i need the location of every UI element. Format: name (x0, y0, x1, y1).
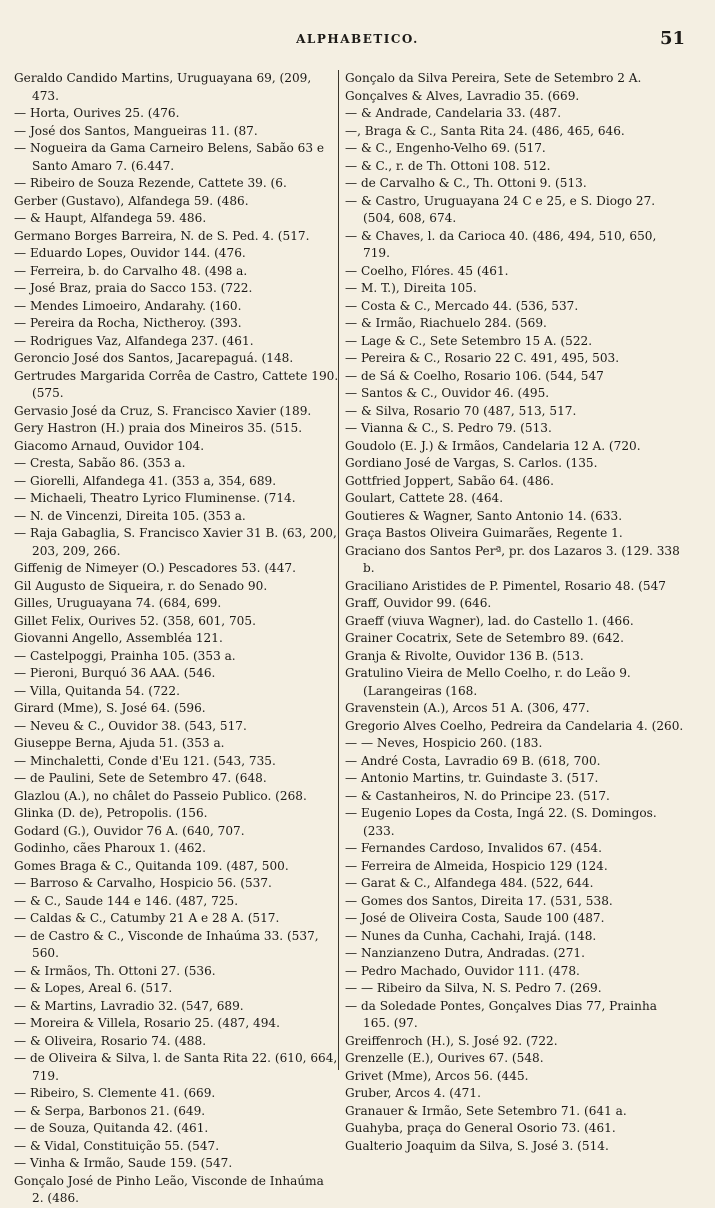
directory-entry: Gomes Braga & C., Quitanda 109. (487, 500. (14, 858, 289, 873)
directory-entry: Germano Borges Barreira, N. de S. Ped. 4. (517. (14, 228, 310, 243)
directory-entry: — & Castanheiros, N. do Principe 23. (517. (345, 788, 610, 803)
directory-entry: — & Serpa, Barbonos 21. (649. (14, 1103, 206, 1118)
directory-entry: — & Lopes, Areal 6. (517. (14, 981, 173, 995)
directory-entry: Gregorio Alves Coelho, Pedreira da Candelaria 4. (260. (345, 718, 684, 733)
directory-entry: Gervasio José da Cruz, S. Francisco Xavier (189. (14, 403, 312, 418)
directory-entry: Graeff (viuva Wagner), lad. do Castello 1. (466. (345, 613, 634, 628)
directory-entry: Granja & Rivolte, Ouvidor 136 B. (513. (345, 648, 584, 663)
directory-entry: Godinho, cães Pharoux 1. (462. (14, 841, 206, 855)
directory-entry: — Rodrigues Vaz, Alfandega 237. (461. (14, 333, 254, 348)
directory-entry: — Moreira & Villela, Rosario 25. (487, 494. (14, 1016, 280, 1030)
directory-entry: — Ribeiro, S. Clemente 41. (669. (14, 1086, 216, 1100)
directory-entry: Gualterio Joaquim da Silva, S. José 3. (514. (345, 1138, 609, 1153)
directory-entry: — Lage & C., Sete Setembro 15 A. (522. (345, 333, 593, 348)
directory-entry: Gottfried Joppert, Sabão 64. (486. (345, 473, 554, 488)
directory-entry: Gilles, Uruguayana 74. (684, 699. (14, 596, 222, 610)
directory-entry: — & Vidal, Constituição 55. (547. (14, 1138, 220, 1153)
directory-entry: Guahyba, praça do General Osorio 73. (461. (345, 1121, 616, 1135)
directory-entry: Grivet (Mme), Arcos 56. (445. (345, 1068, 529, 1083)
directory-entry: Geroncio José dos Santos, Jacarepaguá. (148. (14, 351, 294, 365)
directory-entry: — Costa & C., Mercado 44. (536, 537. (345, 298, 579, 313)
left-column (14, 70, 339, 1205)
directory-entry: — & Irmão, Riachuelo 284. (569. (345, 316, 547, 330)
directory-entry: — Vinha & Irmão, Saude 159. (547. (14, 1156, 233, 1170)
directory-entry: — Mendes Limoeiro, Andarahy. (160. (14, 298, 242, 313)
directory-entry: Gery Hastron (H.) praia dos Mineiros 35. (515. (14, 421, 303, 435)
directory-entry: — Pereira da Rocha, Nictheroy. (393. (14, 316, 242, 330)
directory-entry: — & Martins, Lavradio 32. (547, 689. (14, 998, 244, 1013)
directory-entry: Grainer Cocatrix, Sete de Setembro 89. (642. (345, 631, 624, 645)
directory-entry: Glinka (D. de), Petropolis. (156. (14, 806, 208, 820)
directory-entry: Graça Bastos Oliveira Guimarães, Regente 1. (345, 526, 623, 540)
directory-entry: — Antonio Martins, tr. Guindaste 3. (517. (345, 771, 599, 785)
directory-entry: Goulart, Cattete 28. (464. (345, 491, 504, 505)
directory-entry: — Villa, Quitanda 54. (722. (14, 683, 180, 698)
directory-entry: Goudolo (E. J.) & Irmãos, Candelaria 12 A. (720. (345, 438, 641, 453)
right-column (345, 70, 685, 1153)
directory-entry: — & Haupt, Alfandega 59. 486. (14, 211, 207, 225)
directory-entry: Gonçalves & Alves, Lavradio 35. (669. (345, 88, 580, 103)
directory-entry: — Santos & C., Ouvidor 46. (495. (345, 386, 550, 400)
directory-entry: — de Carvalho & C., Th. Ottoni 9. (513. (345, 176, 587, 190)
directory-entry: Gratulino Vieira de Mello Coelho, r. do Leão 9. (Larangeiras (168. (345, 666, 631, 698)
directory-entry: Gordiano José de Vargas, S. Carlos. (135. (345, 456, 598, 470)
directory-entry: Graciano dos Santos Perª, pr. dos Lazaros 3. (129. 338 b. (345, 543, 680, 575)
directory-entry: — & Irmãos, Th. Ottoni 27. (536. (14, 963, 216, 978)
page-number: 51 (659, 28, 685, 49)
directory-entry: — Fernandes Cardoso, Invalidos 67. (454. (345, 841, 602, 855)
directory-entry: — de Sá & Coelho, Rosario 106. (544, 547 (345, 368, 604, 383)
directory-entry: — José dos Santos, Mangueiras 11. (87. (14, 123, 258, 138)
directory-entry: — & C., Engenho-Velho 69. (517. (345, 141, 546, 155)
directory-entry: — Neveu & C., Ouvidor 38. (543, 517. (14, 718, 247, 733)
page-header (0, 28, 715, 54)
directory-entry: — Nanzianzeno Dutra, Andradas. (271. (345, 946, 585, 960)
directory-entry: Giovanni Angello, Assembléa 121. (14, 631, 223, 645)
directory-entry: Geraldo Candido Martins, Uruguayana 69, (209, 473. (14, 71, 312, 103)
directory-entry: Grenzelle (E.), Ourives 67. (548. (345, 1051, 544, 1065)
directory-entry: Girard (Mme), S. José 64. (596. (14, 701, 206, 715)
directory-entry: —, Braga & C., Santa Rita 24. (486, 465, 646. (345, 123, 625, 138)
directory-entry: — Eduardo Lopes, Ouvidor 144. (476. (14, 246, 246, 260)
directory-entry: Gruber, Arcos 4. (471. (345, 1086, 481, 1100)
directory-entry: — Castelpoggi, Prainha 105. (353 a. (14, 648, 236, 663)
directory-entry: Gonçalo José de Pinho Leão, Visconde de Inhaúma 2. (486. (14, 1173, 324, 1205)
directory-entry: — Eugenio Lopes da Costa, Ingá 22. (S. Domingos. (233. (345, 806, 657, 838)
directory-entry: — Caldas & C., Catumby 21 A e 28 A. (517. (14, 911, 280, 925)
directory-entry: — N. de Vincenzi, Direita 105. (353 a. (14, 508, 246, 523)
directory-entry: — José de Oliveira Costa, Saude 100 (487. (345, 911, 605, 925)
directory-entry: Gillet Felix, Ourives 52. (358, 601, 705. (14, 613, 256, 628)
directory-entry: — Pereira & C., Rosario 22 C. 491, 495, 503. (345, 351, 620, 365)
directory-entry: — — Ribeiro da Silva, N. S. Pedro 7. (269. (345, 981, 602, 995)
directory-entry: Gertrudes Margarida Corrêa de Castro, Cattete 190. (575. (14, 368, 339, 400)
directory-entry: — José Braz, praia do Sacco 153. (722. (14, 281, 253, 295)
directory-entry: — Gomes dos Santos, Direita 17. (531, 538. (345, 893, 613, 908)
directory-entry: Gravenstein (A.), Arcos 51 A. (306, 477. (345, 701, 590, 715)
directory-entry: — Pedro Machado, Ouvidor 111. (478. (345, 963, 580, 978)
directory-entry: — Garat & C., Alfandega 484. (522, 644. (345, 876, 594, 890)
directory-entry: — de Paulini, Sete de Setembro 47. (648. (14, 771, 267, 785)
directory-entry: — André Costa, Lavradio 69 B. (618, 700. (345, 753, 601, 768)
directory-entry: — de Oliveira & Silva, l. de Santa Rita 22. (610, 664, 719. (14, 1051, 338, 1083)
directory-entry: — Ferreira, b. do Carvalho 48. (498 a. (14, 263, 248, 278)
column-divider (338, 70, 339, 1070)
directory-entry: Graff, Ouvidor 99. (646. (345, 596, 492, 610)
directory-entry: — Ribeiro de Souza Rezende, Cattete 39. (6. (14, 176, 287, 190)
directory-entry: — Giorelli, Alfandega 41. (353 a, 354, 689. (14, 473, 277, 488)
directory-entry: — & Andrade, Candelaria 33. (487. (345, 106, 562, 120)
directory-entry: Gil Augusto de Siqueira, r. do Senado 90. (14, 578, 268, 593)
directory-entry: Goutieres & Wagner, Santo Antonio 14. (633. (345, 508, 623, 523)
directory-entry: — Minchaletti, Conde d'Eu 121. (543, 735. (14, 753, 276, 768)
directory-entry: Giffenig de Nimeyer (O.) Pescadores 53. (447. (14, 561, 296, 575)
directory-entry: — M. T.), Direita 105. (345, 281, 477, 295)
directory-entry: — & Silva, Rosario 70 (487, 513, 517. (345, 403, 577, 418)
directory-entry: Giacomo Arnaud, Ouvidor 104. (14, 438, 205, 453)
directory-entry: Godard (G.), Ouvidor 76 A. (640, 707. (14, 823, 245, 838)
directory-entry: Greiffenroch (H.), S. José 92. (722. (345, 1033, 558, 1048)
directory-entry: Graciliano Aristides de P. Pimentel, Rosario 48. (547 (345, 578, 666, 593)
directory-entry: Glazlou (A.), no châlet do Passeio Publico. (268. (14, 788, 307, 803)
directory-entry: — Pieroni, Burquó 36 AAA. (546. (14, 666, 216, 680)
directory-entry: — & Oliveira, Rosario 74. (488. (14, 1033, 207, 1048)
directory-entry: — Ferreira de Almeida, Hospicio 129 (124. (345, 858, 608, 873)
directory-entry: — Coelho, Flóres. 45 (461. (345, 263, 509, 278)
directory-entry: — Cresta, Sabão 86. (353 a. (14, 456, 186, 470)
directory-entry: Gonçalo da Silva Pereira, Sete de Setembro 2 A. (345, 71, 642, 85)
directory-entry: — Nunes da Cunha, Cachahi, Irajá. (148. (345, 928, 597, 943)
directory-entry: — & C., Saude 144 e 146. (487, 725. (14, 893, 239, 908)
directory-entry: — Raja Gabaglia, S. Francisco Xavier 31 B. (63, 200, 203, 209, 266. (14, 526, 337, 558)
directory-entry: — da Soledade Pontes, Gonçalves Dias 77, Prainha 165. (97. (345, 998, 657, 1030)
directory-entry: — Barroso & Carvalho, Hospicio 56. (537. (14, 876, 272, 890)
directory-entry: Giuseppe Berna, Ajuda 51. (353 a. (14, 736, 225, 750)
directory-entry: — Nogueira da Gama Carneiro Belens, Sabão 63 e Santo Amaro 7. (6.447. (14, 141, 325, 173)
directory-entry: — de Souza, Quitanda 42. (461. (14, 1121, 209, 1135)
directory-entry: Gerber (Gustavo), Alfandega 59. (486. (14, 193, 249, 208)
directory-entry: — & C., r. de Th. Ottoni 108. 512. (345, 158, 551, 173)
directory-entry: — Vianna & C., S. Pedro 79. (513. (345, 421, 552, 435)
directory-entry: — & Chaves, l. da Carioca 40. (486, 494, 510, 650, 719. (345, 228, 657, 260)
running-title: ALPHABETICO. (296, 32, 419, 46)
directory-entry: — & Castro, Uruguayana 24 C e 25, e S. Diogo 27. (504, 608, 674. (345, 193, 656, 225)
directory-entry: Granauer & Irmão, Sete Setembro 71. (641 a. (345, 1103, 627, 1118)
directory-entry: — Horta, Ourives 25. (476. (14, 106, 180, 120)
directory-entry: — Michaeli, Theatro Lyrico Fluminense. (714. (14, 491, 296, 505)
directory-entry: — de Castro & C., Visconde de Inhaúma 33. (537, 560. (14, 928, 319, 960)
directory-entry: — — Neves, Hospicio 260. (183. (345, 736, 543, 750)
